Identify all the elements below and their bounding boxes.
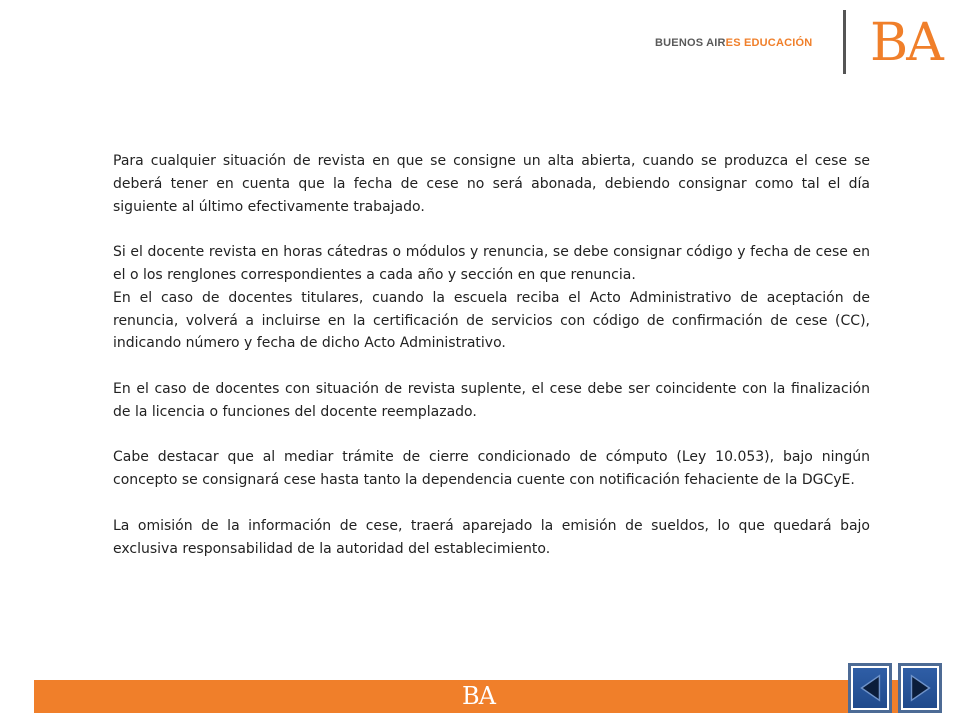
ba-logo: BA — [870, 13, 942, 73]
brand-text-part1: BUENOS AIR — [655, 37, 726, 49]
brand-text-part2: ES EDUCACIÓN — [725, 37, 813, 49]
footer-ba-logo: BA — [462, 682, 495, 710]
paragraph-spacer — [113, 492, 870, 515]
button-face — [903, 668, 937, 708]
paragraph-horas-catedras: Si el docente revista en horas cátedras o módulos y renuncia, se debe consignar código y fecha de cese en el o los renglones correspondientes a cada año y sección en que renuncia. — [113, 244, 870, 283]
paragraph-spacer — [113, 218, 870, 241]
paragraph-docentes-titulares: En el caso de docentes titulares, cuando la escuela reciba el Acto Administrativo de aceptación de renuncia, volverá a incluirse en la certificación de servicios con código de confirmación de cese (CC), indicando número y fecha de dicho Acto Administrativo. — [113, 289, 870, 352]
paragraph-spacer — [113, 355, 870, 378]
triangle-left-icon — [853, 668, 887, 708]
brand-divider — [843, 10, 846, 74]
paragraph-cierre-condicionado: Cabe destacar que al mediar trámite de cierre condicionado de cómputo (Ley 10.053), bajo ningún concepto se consignará cese hasta tanto la dependencia cuente con notificación fehaciente de la DGCyE. — [113, 449, 870, 489]
paragraph-omision-cese: La omisión de la información de cese, traerá aparejado la emisión de sueldos, lo que quedará bajo exclusiva responsabilidad de la autoridad del establecimiento. — [113, 517, 870, 557]
triangle-right-icon — [903, 668, 937, 708]
paragraph-alta-abierta: Para cualquier situación de revista en que se consigne un alta abierta, cuando se produzca el cese se deberá tener en cuenta que la fecha de cese no será abonada, debiendo consignar como tal el día siguiente al último efectivamente trabajado. — [113, 153, 870, 215]
previous-slide-button[interactable] — [848, 663, 892, 713]
paragraph-revista-suplente: En el caso de docentes con situación de revista suplente, el cese debe ser coincidente con la finalización de la licencia o funciones del docente reemplazado. — [113, 380, 870, 420]
paragraph-spacer — [113, 424, 870, 447]
footer-bar — [34, 680, 923, 713]
document-body — [113, 150, 870, 560]
next-slide-button[interactable] — [898, 663, 942, 713]
brand-text — [655, 37, 812, 49]
button-face — [853, 668, 887, 708]
